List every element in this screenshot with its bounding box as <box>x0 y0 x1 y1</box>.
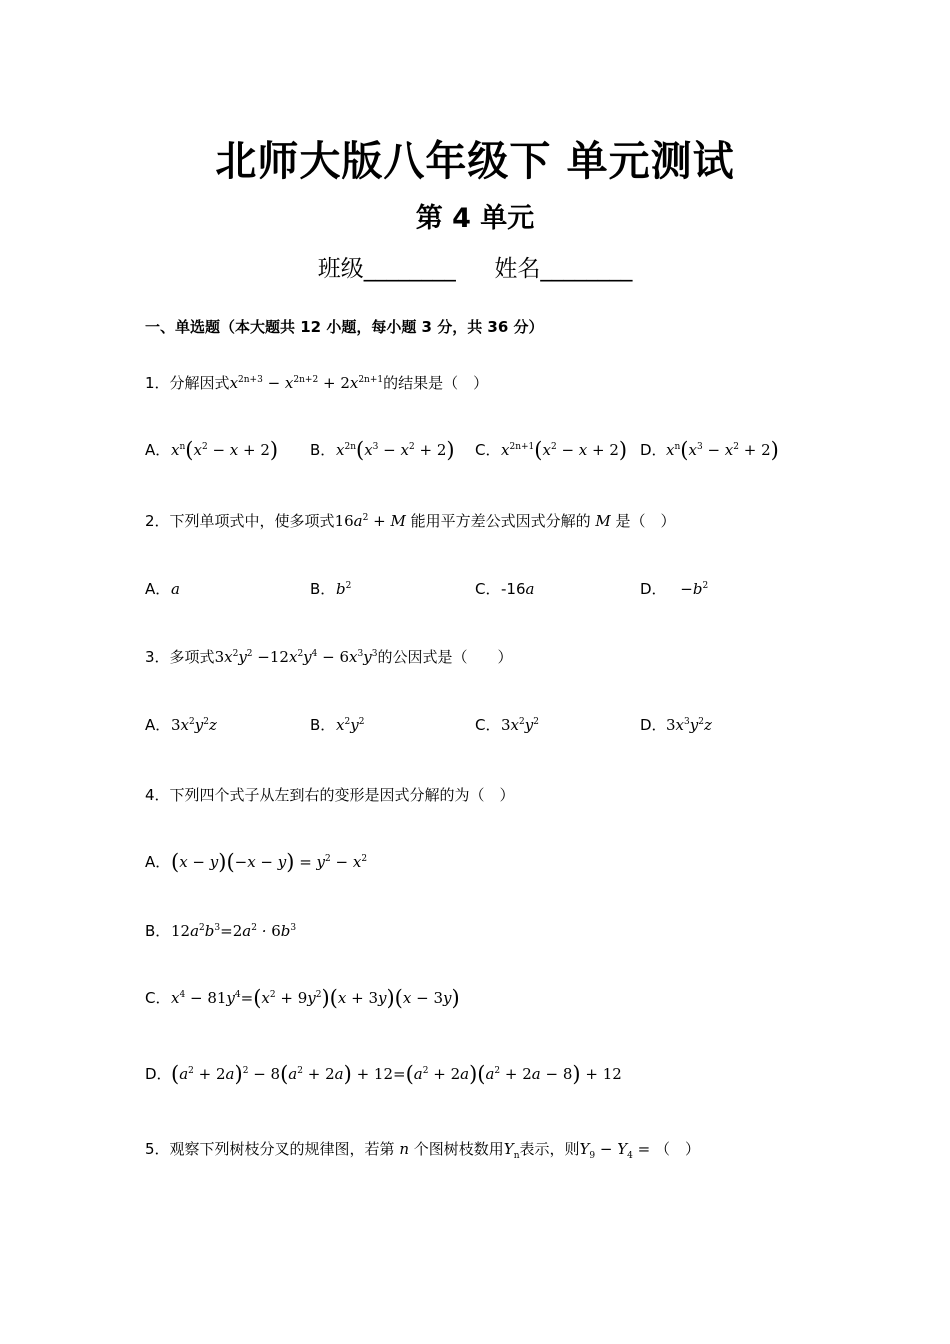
question-5-stem: 5．观察下列树枝分叉的规律图，若第 n 个图树枝数用$Y_n$表示，则$Y_9 - Y_4$ = （ ） <box>145 1140 701 1161</box>
question-number: 4． <box>145 786 170 804</box>
q1-option-a[interactable]: A．$x^n(x^2 - x + 2)$ <box>145 438 279 462</box>
unit-subtitle: 第 4 单元 <box>415 203 535 234</box>
q1-option-b[interactable]: B．$x^{2n}(x^3 - x^2 + 2)$ <box>310 438 455 462</box>
q4-option-d[interactable]: D．$(a^2 + 2a)^2 - 8(a^2 + 2a) + 12=(a^2 + 2a)(a^2 + 2a - 8) + 12$ <box>145 1062 622 1086</box>
class-label: 班级________ <box>317 256 456 282</box>
q2-option-c[interactable]: C．-16a <box>475 580 535 598</box>
page-title: 北师大版八年级下 单元测试 <box>215 137 735 185</box>
q3-option-b[interactable]: B．$x^2y^2$ <box>310 716 365 734</box>
section-heading: 一、单选题（本大题共 12 小题，每小题 3 分，共 36 分） <box>145 318 544 336</box>
q3-option-c[interactable]: C．$3x^2y^2$ <box>475 716 539 734</box>
math-expression: $x^{2n+3} - x^{2n+2} + 2x^{2n+1}$ <box>229 374 384 392</box>
question-2-stem: 2．下列单项式中，使多项式$16a^2 + M$ 能用平方差公式因式分解的 M 是（ ） <box>145 512 676 530</box>
name-label: 姓名________ <box>494 256 633 282</box>
class-name-line <box>0 250 950 283</box>
question-4-stem: 4．下列四个式子从左到右的变形是因式分解的为（ ） <box>145 786 515 804</box>
q4-option-a[interactable]: A．$(x - y)(-x - y) = y^2 - x^2$ <box>145 850 368 874</box>
q4-option-b[interactable]: B．$12a^2b^3=2a^2 \cdot 6b^3$ <box>145 922 297 940</box>
math-expression: $16a^2 + M$ <box>334 512 406 530</box>
question-number: 1． <box>145 374 170 392</box>
question-number: 2． <box>145 512 170 530</box>
q2-option-d[interactable]: D． $-b^2$ <box>640 580 709 598</box>
question-number: 3． <box>145 648 170 666</box>
question-3-stem: 3．多项式$3x^2y^2 -12x^2y^4 - 6x^3y^3$的公因式是（ ） <box>145 648 513 666</box>
q2-option-a[interactable]: A．a <box>145 580 180 598</box>
q3-option-d[interactable]: D．$3x^3y^2z$ <box>640 716 712 734</box>
math-expression: $3x^2y^2 -12x^2y^4 - 6x^3y^3$ <box>214 648 378 666</box>
q1-option-d[interactable]: D．$x^n(x^3 - x^2 + 2)$ <box>640 438 779 462</box>
question-1-stem: 1．分解因式$x^{2n+3} - x^{2n+2} + 2x^{2n+1}$的结果是（ ） <box>145 374 489 392</box>
q1-option-c[interactable]: C．$x^{2n+1}(x^2 - x + 2)$ <box>475 438 628 462</box>
question-number: 5． <box>145 1140 170 1158</box>
q4-option-c[interactable]: C．$x^4 - 81y^4=(x^2 + 9y^2)(x + 3y)(x - 3y)$ <box>145 986 460 1010</box>
q2-option-b[interactable]: B．$b^2$ <box>310 580 352 598</box>
q3-option-a[interactable]: A．$3x^2y^2z$ <box>145 716 217 734</box>
